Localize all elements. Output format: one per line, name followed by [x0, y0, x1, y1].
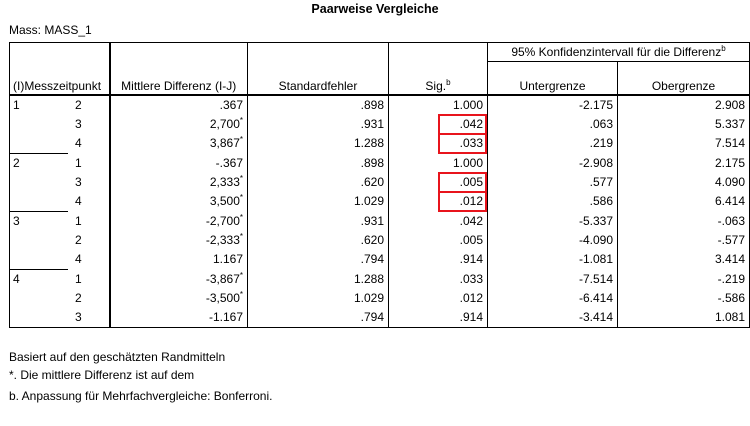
table-row: [10, 134, 750, 154]
ci-group-header: 95% Konfidenzintervall für die Differenz$^b$: [488, 43, 750, 62]
cell-i: [10, 289, 68, 308]
cell-upper: 7.514: [618, 134, 750, 154]
cell-j: 3: [75, 175, 82, 189]
cell-diff: 2,333*: [110, 173, 248, 192]
cell-j: 4: [75, 194, 82, 209]
cell-i: [10, 250, 68, 270]
significance-star: *: [239, 232, 243, 241]
significance-star: *: [239, 174, 243, 183]
cell-i: 4: [10, 270, 68, 290]
cell-upper: -.063: [618, 212, 750, 232]
table-row: [10, 154, 750, 174]
cell-sig: .012: [389, 289, 488, 308]
significance-star: *: [239, 135, 243, 145]
table-row: [10, 270, 750, 290]
cell-lower: .586: [488, 192, 618, 212]
table-row: [10, 95, 750, 115]
cell-diff: 2,700*: [110, 115, 248, 134]
cell-upper: 4.090: [618, 173, 750, 192]
cell-upper: 1.081: [618, 308, 750, 328]
cell-j: 1: [75, 271, 82, 286]
table-row: [10, 115, 750, 134]
significance-star: *: [239, 212, 243, 222]
cell-se: .931: [248, 212, 389, 232]
cell-se: .794: [248, 250, 389, 270]
cell-diff: -1.167: [110, 308, 248, 328]
header-blank: [10, 43, 68, 62]
cell-upper: -.577: [618, 231, 750, 250]
cell-se: .931: [248, 115, 389, 134]
significance-star: *: [239, 116, 243, 125]
table-row: [10, 212, 750, 232]
table-row: [10, 173, 750, 192]
cell-i: [10, 192, 68, 212]
cell-diff: 1.167: [110, 250, 248, 270]
cell-sig: .042: [389, 115, 488, 134]
cell-diff: -2,333*: [110, 231, 248, 250]
cell-se: .794: [248, 308, 389, 328]
cell-j: 3: [75, 117, 82, 131]
cell-i: [10, 134, 68, 154]
cell-se: .898: [248, 95, 389, 115]
cell-diff: -3,500*: [110, 289, 248, 308]
cell-j: 4: [75, 252, 82, 267]
cell-diff: 3,867*: [110, 134, 248, 154]
col-header-i: (I)Messzeitpunkt: [10, 62, 110, 96]
footnote-star: *. Die mittlere Differenz ist auf dem: [9, 368, 195, 382]
header-blank: [389, 43, 488, 62]
cell-sig: .914: [389, 250, 488, 270]
cell-i: [10, 308, 68, 328]
cell-j: 4: [75, 136, 82, 151]
cell-sig: .033: [389, 134, 488, 154]
cell-i: [10, 115, 68, 134]
table-row: [10, 308, 750, 328]
significance-star: *: [239, 193, 243, 203]
pairwise-comparison-table: [9, 42, 750, 328]
cell-upper: 2.175: [618, 154, 750, 174]
col-header-se: Standardfehler: [248, 62, 389, 96]
cell-i: [10, 173, 68, 192]
cell-upper: -.586: [618, 289, 750, 308]
cell-i: 2: [10, 154, 68, 174]
cell-i: [10, 231, 68, 250]
cell-lower: -2.175: [488, 95, 618, 115]
footnote-b: b. Anpassung für Mehrfachvergleiche: Bonferroni.: [9, 389, 273, 403]
cell-se: .620: [248, 231, 389, 250]
cell-sig: .005: [389, 231, 488, 250]
cell-sig: .914: [389, 308, 488, 328]
cell-diff: -3,867*: [110, 270, 248, 290]
cell-diff: 3,500*: [110, 192, 248, 212]
cell-se: 1.288: [248, 134, 389, 154]
table-title: Paarweise Vergleiche: [311, 2, 439, 16]
cell-lower: .063: [488, 115, 618, 134]
cell-se: .898: [248, 154, 389, 174]
cell-sig: .042: [389, 212, 488, 232]
col-header-lower: Untergrenze: [488, 62, 618, 96]
table-row: [10, 192, 750, 212]
cell-upper: 5.337: [618, 115, 750, 134]
cell-diff: -2,700*: [110, 212, 248, 232]
cell-lower: -1.081: [488, 250, 618, 270]
col-header-diff: Mittlere Differenz (I-J): [110, 62, 248, 96]
cell-j: 3: [68, 308, 110, 328]
cell-j: 2: [75, 98, 82, 112]
cell-lower: -6.414: [488, 289, 618, 308]
cell-lower: .219: [488, 134, 618, 154]
cell-lower: .577: [488, 173, 618, 192]
cell-i: 3: [10, 212, 68, 232]
cell-se: 1.029: [248, 289, 389, 308]
footnote-basis: Basiert auf den geschätzten Randmitteln: [9, 350, 226, 364]
cell-upper: 3.414: [618, 250, 750, 270]
significance-star: *: [239, 290, 243, 299]
table-row: [10, 250, 750, 270]
cell-se: 1.288: [248, 270, 389, 290]
cell-lower: -2.908: [488, 154, 618, 174]
cell-j: 1: [75, 213, 82, 228]
cell-lower: -3.414: [488, 308, 618, 328]
cell-lower: -7.514: [488, 270, 618, 290]
cell-upper: 2.908: [618, 95, 750, 115]
header-blank: [248, 43, 389, 62]
cell-diff: -.367: [110, 154, 248, 174]
cell-i: 1: [10, 95, 68, 115]
col-header-upper: Obergrenze: [618, 62, 750, 96]
cell-se: 1.029: [248, 192, 389, 212]
cell-upper: -.219: [618, 270, 750, 290]
cell-sig: 1.000: [389, 154, 488, 174]
cell-sig: .033: [389, 270, 488, 290]
cell-upper: 6.414: [618, 192, 750, 212]
col-header-sig: Sig.$^b$: [389, 62, 488, 96]
cell-j: 2: [75, 291, 82, 305]
cell-sig: 1.000: [389, 95, 488, 115]
table-row: [10, 289, 750, 308]
cell-se: .620: [248, 173, 389, 192]
cell-j: 2: [75, 233, 82, 247]
cell-diff: .367: [110, 95, 248, 115]
cell-sig: .005: [389, 173, 488, 192]
header-blank: [110, 43, 248, 62]
cell-sig: .012: [389, 192, 488, 212]
cell-lower: -4.090: [488, 231, 618, 250]
cell-j: 1: [75, 155, 82, 170]
cell-lower: -5.337: [488, 212, 618, 232]
measure-label: Mass: MASS_1: [9, 23, 92, 37]
header-blank: [68, 43, 110, 62]
significance-star: *: [239, 270, 243, 280]
table-row: [10, 231, 750, 250]
